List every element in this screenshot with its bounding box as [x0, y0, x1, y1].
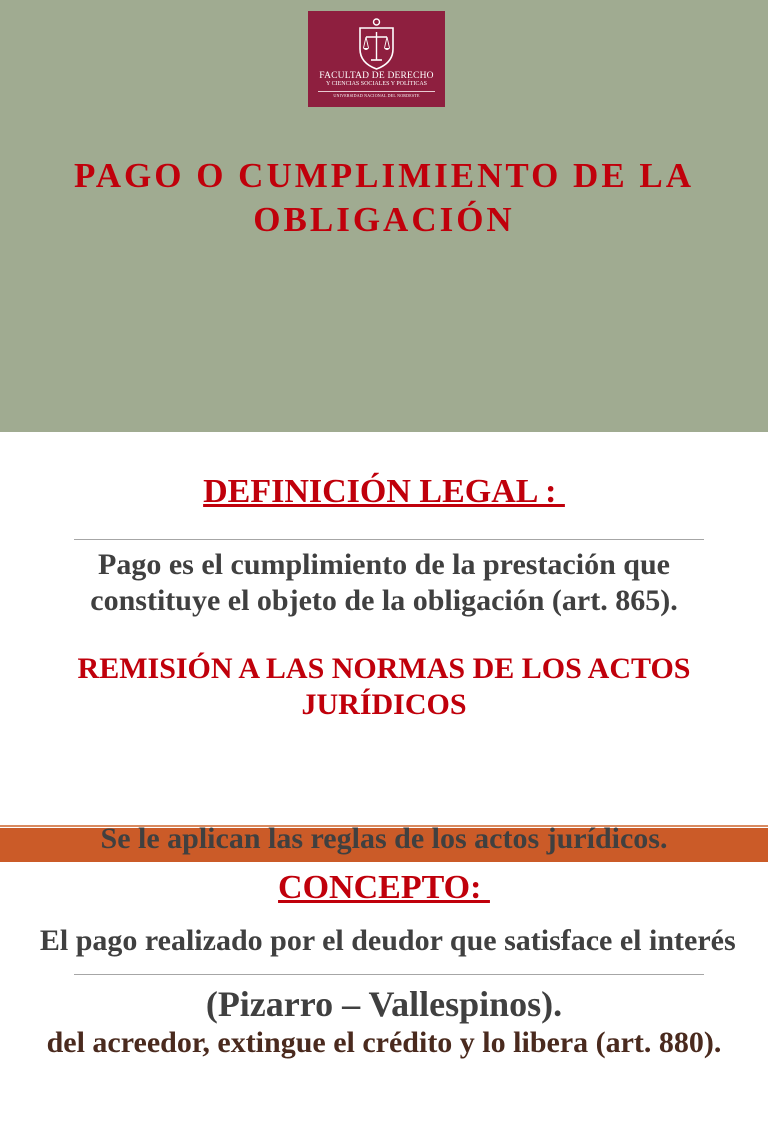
rules-line: Se le aplican las reglas de los actos jurídicos. [100, 822, 668, 855]
definition-paragraph [0, 547, 768, 619]
logo-faculty-subtitle: Y CIENCIAS SOCIALES Y POLÍTICAS [325, 81, 427, 87]
slide-title [20, 154, 748, 242]
content-slide [0, 432, 768, 1059]
logo-faculty-name: FACULTAD DE DERECHO [319, 71, 434, 81]
author-citation: (Pizarro – Vallespinos). [205, 984, 563, 1024]
remision-line: JURÍDICOS [301, 688, 467, 721]
remision-line: REMISIÓN A LAS NORMAS DE LOS ACTOS [77, 652, 691, 685]
title-slide [0, 0, 768, 432]
faculty-logo [308, 11, 445, 107]
rules-line: del acreedor, extingue el crédito y lo libera (art. 880). [46, 1026, 722, 1059]
slide-title-line: PAGO O CUMPLIMIENTO DE LA [73, 156, 695, 195]
heading-concepto: CONCEPTO: [278, 869, 490, 906]
logo-divider [318, 91, 435, 92]
slide-title-line: OBLIGACIÓN [253, 200, 515, 239]
heading-definicion-legal: DEFINICIÓN LEGAL : [203, 473, 565, 510]
scales-of-justice-shield-icon [308, 15, 445, 71]
heading-remision [0, 651, 768, 723]
divider-line [74, 539, 704, 540]
divider-line [74, 974, 704, 975]
rules-line: El pago realizado por el deudor que satisface el interés [32, 924, 736, 957]
logo-university-name: UNIVERSIDAD NACIONAL DEL NORDESTE [333, 93, 420, 98]
definition-line: Pago es el cumplimiento de la prestación que [98, 548, 670, 581]
definition-line: constituye el objeto de la obligación (art. 865). [90, 584, 678, 617]
rules-paragraph [0, 754, 768, 1128]
